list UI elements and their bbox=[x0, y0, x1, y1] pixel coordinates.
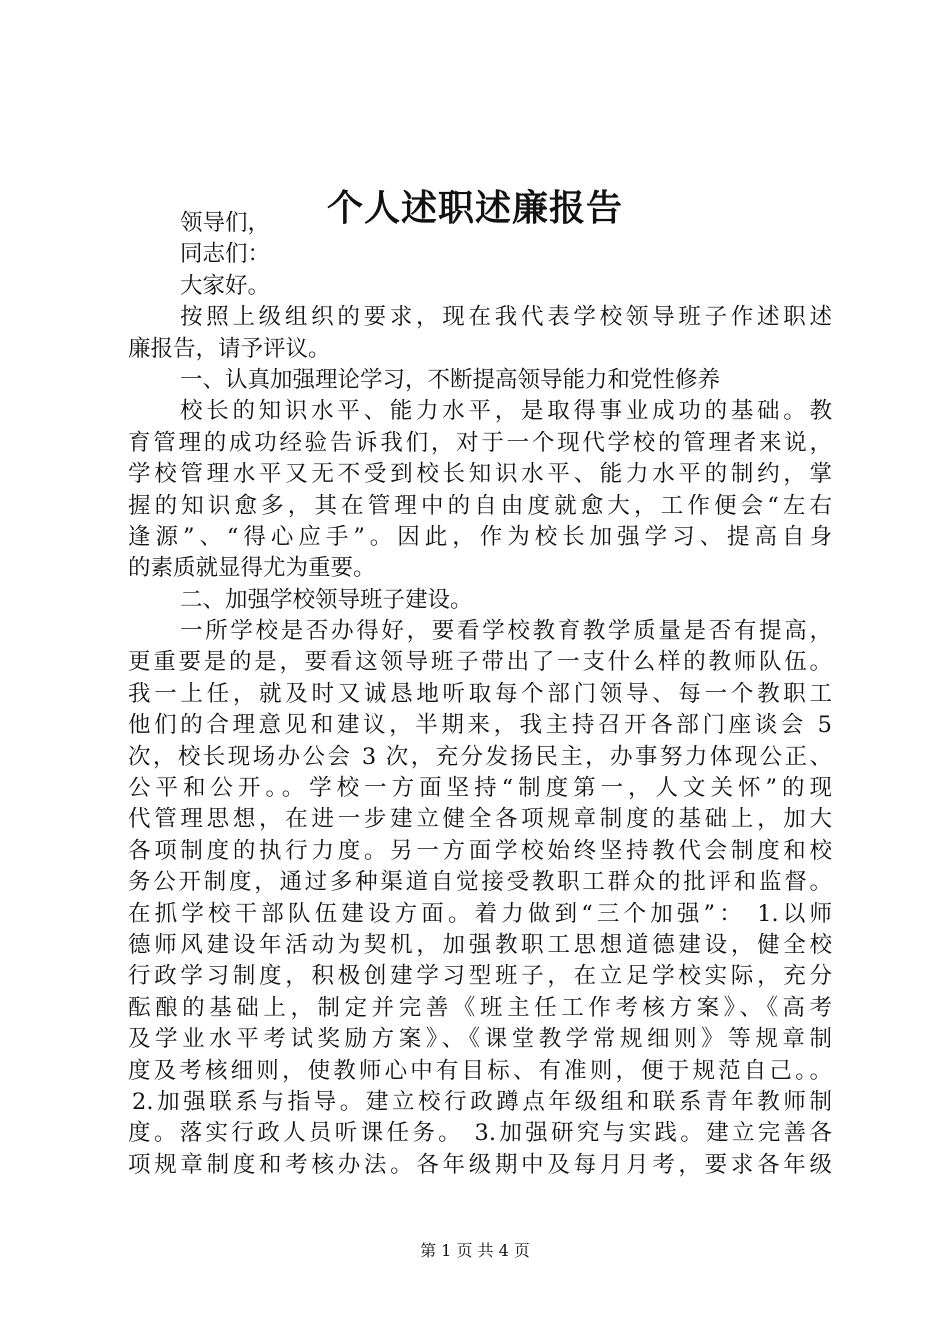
text-line: 次，校长现场办公会 3 次，充分发扬民主，办事努力体现公正、 bbox=[128, 743, 832, 770]
document-body bbox=[128, 208, 832, 1181]
text-line: 他们的合理意见和建议，半期来，我主持召开各部门座谈会 5 bbox=[128, 712, 832, 739]
text-line: 学校管理水平又无不受到校长知识水平、能力水平的制约，掌 bbox=[128, 461, 832, 488]
text-line: 我一上任，就及时又诚恳地听取每个部门领导、每一个教职工 bbox=[128, 680, 832, 707]
text-line: 度及考核细则，使教师心中有目标、有准则，便于规范自己。。 bbox=[128, 1057, 832, 1084]
text-line: 代管理思想，在进一步建立健全各项规章制度的基础上，加大 bbox=[128, 806, 832, 833]
text-line: 廉报告，请予评议。 bbox=[128, 335, 331, 362]
text-line: 项规章制度和考核办法。各年级期中及每月月考，要求各年级 bbox=[128, 1151, 832, 1178]
page-footer: 第 1 页 共 4 页 bbox=[420, 1241, 530, 1260]
text-line: 行政学习制度，积极创建学习型班子，在立足学校实际，充分 bbox=[128, 963, 832, 990]
text-line: 公平和公开。。学校一方面坚持“制度第一，人文关怀”的现 bbox=[128, 775, 832, 802]
text-line: 务公开制度，通过多种渠道自觉接受教职工群众的批评和监督。 bbox=[128, 869, 832, 896]
text-line: 同志们： bbox=[180, 241, 271, 268]
text-line: 育管理的成功经验告诉我们，对于一个现代学校的管理者来说， bbox=[128, 429, 832, 456]
text-line: 逢源”、“得心应手”。因此，作为校长加强学习、提高自身 bbox=[128, 523, 832, 550]
text-line: 领导们， bbox=[180, 210, 271, 236]
text-line: 及学业水平考试奖励方案》、《课堂教学常规细则》等规章制 bbox=[128, 1026, 832, 1053]
text-line: 各项制度的执行力度。另一方面学校始终坚持教代会制度和校 bbox=[128, 837, 832, 864]
text-line: 的素质就显得尤为重要。 bbox=[128, 555, 376, 582]
document-title: 个人述职述廉报告 bbox=[326, 187, 623, 229]
text-line: 握的知识愈多，其在管理中的自由度就愈大，工作便会“左右 bbox=[128, 492, 832, 519]
text-line: 大家好。 bbox=[180, 272, 271, 299]
text-line: 酝酿的基础上，制定并完善《班主任工作考核方案》、《高考 bbox=[128, 994, 832, 1021]
text-line: 二、加强学校领导班子建设。 bbox=[180, 586, 473, 613]
text-line: 度。落实行政人员听课任务。 3.加强研究与实践。建立完善各 bbox=[128, 1120, 832, 1147]
text-line: 德师风建设年活动为契机，加强教职工思想道德建设，健全校 bbox=[128, 931, 832, 958]
text-line: 2.加强联系与指导。建立校行政蹲点年级组和联系青年教师制 bbox=[132, 1088, 832, 1115]
text-line: 校长的知识水平、能力水平，是取得事业成功的基础。教 bbox=[180, 398, 832, 425]
text-line: 一所学校是否办得好，要看学校教育教学质量是否有提高， bbox=[180, 618, 832, 645]
text-line: 在抓学校干部队伍建设方面。着力做到“三个加强”： 1.以师 bbox=[128, 900, 832, 927]
text-line: 更重要是的是，要看这领导班子带出了一支什么样的教师队伍。 bbox=[128, 649, 832, 676]
text-line: 一、认真加强理论学习，不断提高领导能力和党性修养 bbox=[180, 366, 721, 393]
text-line: 按照上级组织的要求，现在我代表学校领导班子作述职述 bbox=[180, 304, 832, 331]
